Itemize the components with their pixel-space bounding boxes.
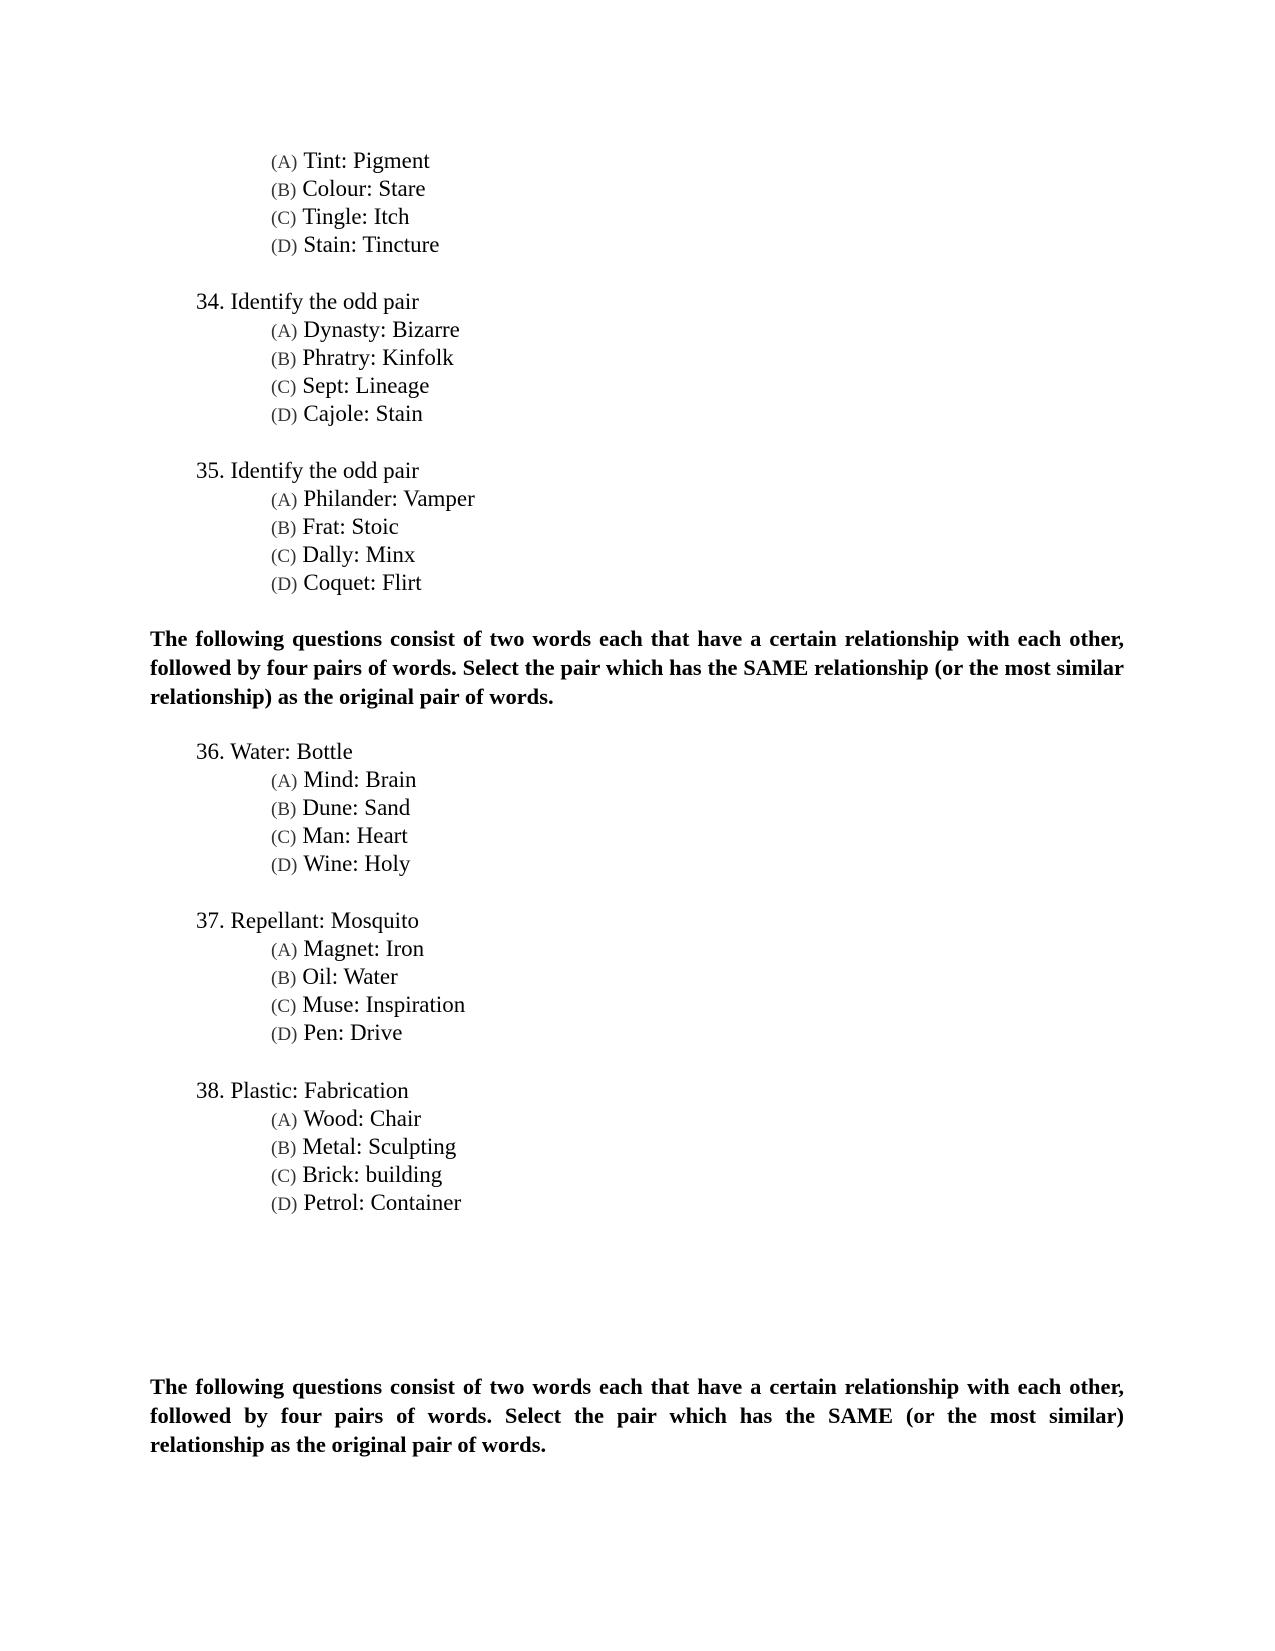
option-text: Sept: Lineage [302, 373, 430, 398]
instruction-paragraph: The following questions consist of two words each that have a certain relationship with each other, followed by four pairs of words. Select the pair which has the SAME (or the most similar) relationship as the original pair of words. [150, 1374, 1124, 1457]
q34-option-d [271, 400, 423, 430]
q33-option-b [271, 175, 426, 205]
q34-title: 34. Identify the odd pair [196, 289, 419, 314]
option-text: Brick: building [302, 1162, 443, 1187]
option-label: (A) [271, 321, 298, 342]
q34-option-c [271, 372, 429, 402]
option-text: Coquet: Flirt [303, 570, 422, 595]
option-text: Muse: Inspiration [302, 992, 466, 1017]
option-label: (B) [271, 968, 297, 989]
option-label: (D) [271, 405, 298, 426]
option-text: Dynasty: Bizarre [303, 317, 460, 342]
q35-option-c [271, 541, 415, 571]
option-label: (B) [271, 1138, 297, 1159]
option-text: Tingle: Itch [302, 204, 410, 229]
option-text: Cajole: Stain [303, 401, 423, 426]
q35-option-d [271, 569, 422, 599]
q36-option-b [271, 794, 410, 824]
q36-title: 36. Water: Bottle [196, 739, 353, 764]
q34-option-a [271, 316, 460, 346]
option-text: Dally: Minx [302, 542, 416, 567]
option-text: Petrol: Container [303, 1190, 462, 1215]
option-text: Colour: Stare [302, 176, 426, 201]
option-text: Frat: Stoic [302, 514, 399, 539]
q38-option-b [271, 1133, 456, 1163]
option-label: (C) [271, 827, 297, 848]
q35-option-b [271, 513, 399, 543]
q36-option-a [271, 766, 416, 796]
option-text: Magnet: Iron [303, 936, 425, 961]
option-text: Wood: Chair [303, 1106, 421, 1131]
option-label: (C) [271, 208, 297, 229]
option-text: Mind: Brain [303, 767, 417, 792]
q34-option-b [271, 344, 454, 374]
option-label: (C) [271, 377, 297, 398]
option-label: (D) [271, 1024, 298, 1045]
q38-title: 38. Plastic: Fabrication [196, 1078, 409, 1103]
option-text: Tint: Pigment [303, 148, 430, 173]
option-text: Oil: Water [302, 964, 398, 989]
q33-option-a [271, 147, 430, 177]
q35-title: 35. Identify the odd pair [196, 458, 419, 483]
q37-title: 37. Repellant: Mosquito [196, 908, 419, 933]
option-label: (A) [271, 490, 298, 511]
instruction-paragraph: The following questions consist of two words each that have a certain relationship with each other, followed by four pairs of words. Select the pair which has the SAME relationship (or the most similar relationship) as the original pair of words. [150, 626, 1124, 709]
option-text: Dune: Sand [302, 795, 411, 820]
q37-option-d [271, 1019, 402, 1049]
option-text: Phratry: Kinfolk [302, 345, 454, 370]
option-label: (C) [271, 996, 297, 1017]
q37-option-b [271, 963, 398, 993]
option-label: (D) [271, 1194, 298, 1215]
option-label: (B) [271, 349, 297, 370]
option-label: (A) [271, 940, 298, 961]
option-label: (B) [271, 799, 297, 820]
q36-option-d [271, 850, 410, 880]
option-label: (A) [271, 152, 298, 173]
option-text: Man: Heart [302, 823, 408, 848]
q38-option-a [271, 1105, 421, 1135]
q33-option-d [271, 231, 440, 261]
option-label: (D) [271, 236, 298, 257]
option-text: Metal: Sculpting [302, 1134, 457, 1159]
q37-option-c [271, 991, 465, 1021]
option-text: Wine: Holy [303, 851, 411, 876]
option-label: (D) [271, 574, 298, 595]
option-text: Stain: Tincture [303, 232, 440, 257]
option-label: (C) [271, 1166, 297, 1187]
option-label: (A) [271, 1110, 298, 1131]
option-label: (C) [271, 546, 297, 567]
q38-option-d [271, 1189, 461, 1219]
q36-option-c [271, 822, 408, 852]
option-text: Pen: Drive [303, 1020, 403, 1045]
option-label: (B) [271, 180, 297, 201]
q37-option-a [271, 935, 424, 965]
option-label: (A) [271, 771, 298, 792]
option-text: Philander: Vamper [303, 486, 475, 511]
q35-option-a [271, 485, 475, 515]
option-label: (B) [271, 518, 297, 539]
q38-option-c [271, 1161, 442, 1191]
q33-option-c [271, 203, 409, 233]
option-label: (D) [271, 855, 298, 876]
